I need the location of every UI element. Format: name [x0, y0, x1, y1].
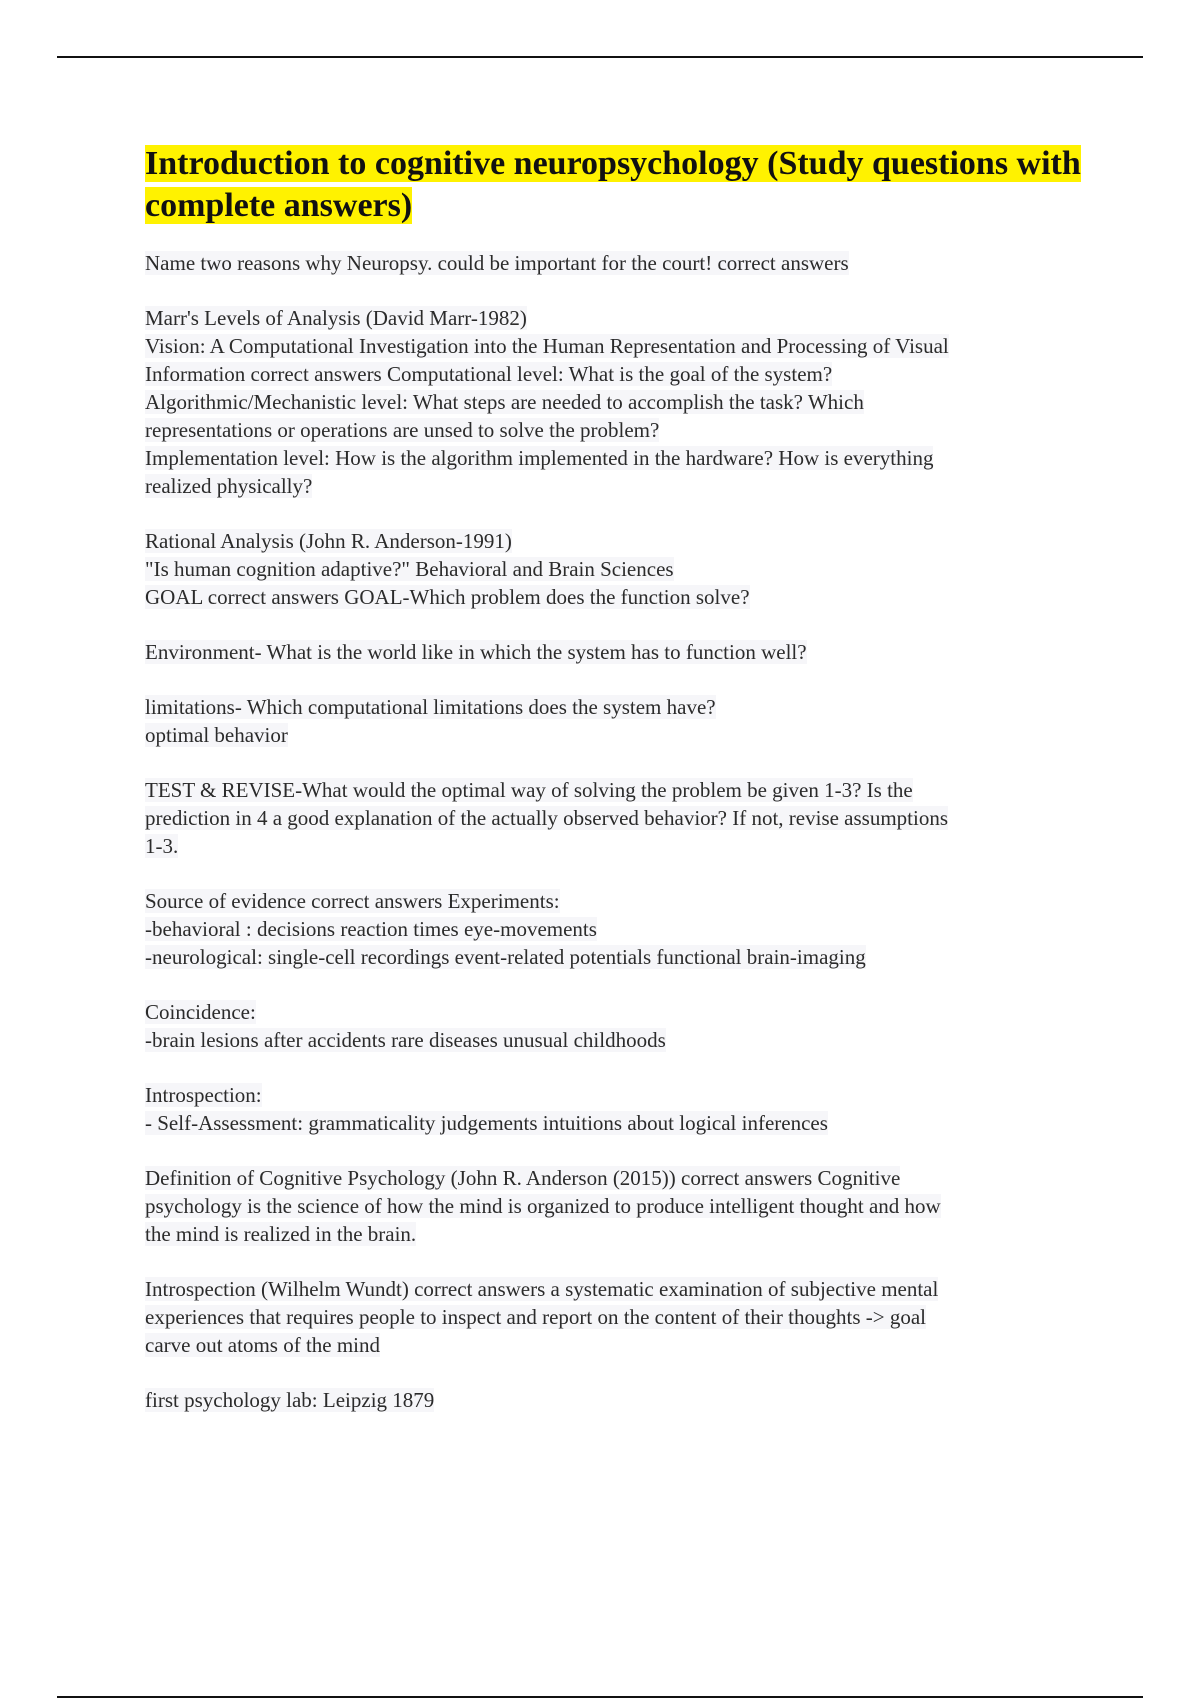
text-line	[145, 416, 1085, 444]
text-line-content: Information correct answers Computational level: What is the goal of the system?	[145, 362, 833, 386]
text-line	[145, 1109, 1085, 1137]
text-line	[145, 693, 1085, 721]
text-line	[145, 998, 1085, 1026]
question-block	[145, 887, 1085, 971]
text-line	[145, 332, 1085, 360]
study-questions	[145, 249, 1085, 1414]
text-line-content: GOAL correct answers GOAL-Which problem does the function solve?	[145, 585, 750, 609]
text-line-content: Name two reasons why Neuropsy. could be important for the court! correct answers	[145, 251, 849, 275]
text-line-content: Definition of Cognitive Psychology (John R. Anderson (2015)) correct answers Cognitive	[145, 1166, 901, 1190]
text-line	[145, 1081, 1085, 1109]
text-line-content: the mind is realized in the brain.	[145, 1222, 417, 1246]
text-line	[145, 1386, 1085, 1414]
text-line-content: Vision: A Computational Investigation into the Human Representation and Processing of Visual	[145, 334, 949, 358]
text-line-content: optimal behavior	[145, 723, 288, 747]
text-line-content: -behavioral : decisions reaction times eye-movements	[145, 917, 597, 941]
text-line	[145, 583, 1085, 611]
text-line-content: realized physically?	[145, 474, 313, 498]
text-line-content: Implementation level: How is the algorithm implemented in the hardware? How is everything	[145, 446, 934, 470]
question-block	[145, 776, 1085, 860]
text-line-content: first psychology lab: Leipzig 1879	[145, 1388, 435, 1412]
text-line-content: 1-3.	[145, 834, 179, 858]
text-line	[145, 444, 1085, 472]
text-line-content: -neurological: single-cell recordings event-related potentials functional brain-imaging	[145, 945, 866, 969]
bottom-rule	[57, 1696, 1143, 1698]
text-line-content: psychology is the science of how the mind is organized to produce intelligent thought and how	[145, 1194, 941, 1218]
text-line	[145, 304, 1085, 332]
document-body	[145, 143, 1085, 1441]
top-rule	[57, 56, 1143, 58]
text-line-content: limitations- Which computational limitations does the system have?	[145, 695, 716, 719]
text-line	[145, 472, 1085, 500]
text-line	[145, 832, 1085, 860]
text-line	[145, 1164, 1085, 1192]
question-block	[145, 998, 1085, 1054]
text-line-content: Source of evidence correct answers Experiments:	[145, 889, 560, 913]
text-line	[145, 1220, 1085, 1248]
text-line	[145, 776, 1085, 804]
text-line	[145, 555, 1085, 583]
question-block	[145, 304, 1085, 500]
text-line	[145, 249, 1085, 277]
text-line	[145, 887, 1085, 915]
question-block	[145, 527, 1085, 611]
text-line-content: Marr's Levels of Analysis (David Marr-1982)	[145, 306, 527, 330]
question-block	[145, 1386, 1085, 1414]
text-line	[145, 1026, 1085, 1054]
text-line	[145, 721, 1085, 749]
text-line-content: Algorithmic/Mechanistic level: What steps are needed to accomplish the task? Which	[145, 390, 864, 414]
question-block	[145, 693, 1085, 749]
text-line	[145, 943, 1085, 971]
text-line	[145, 527, 1085, 555]
text-line-content: "Is human cognition adaptive?" Behavioral and Brain Sciences	[145, 557, 674, 581]
text-line	[145, 804, 1085, 832]
question-block	[145, 249, 1085, 277]
title-highlight: Introduction to cognitive neuropsychology (Study questions with complete answers)	[145, 145, 1081, 224]
text-line-content: representations or operations are unsed to solve the problem?	[145, 418, 660, 442]
text-line-content: TEST & REVISE-What would the optimal way of solving the problem be given 1-3? Is the	[145, 778, 913, 802]
text-line-content: Environment- What is the world like in which the system has to function well?	[145, 640, 807, 664]
text-line-content: Introspection (Wilhelm Wundt) correct answers a systematic examination of subjective mental	[145, 1277, 939, 1301]
text-line-content: carve out atoms of the mind	[145, 1333, 381, 1357]
text-line-content: - Self-Assessment: grammaticality judgements intuitions about logical inferences	[145, 1111, 828, 1135]
question-block	[145, 1164, 1085, 1248]
text-line	[145, 1192, 1085, 1220]
text-line-content: -brain lesions after accidents rare diseases unusual childhoods	[145, 1028, 666, 1052]
text-line	[145, 360, 1085, 388]
document-title	[145, 143, 1085, 227]
text-line	[145, 388, 1085, 416]
text-line-content: experiences that requires people to inspect and report on the content of their thoughts -> goal	[145, 1305, 927, 1329]
text-line	[145, 1331, 1085, 1359]
text-line-content: prediction in 4 a good explanation of the actually observed behavior? If not, revise assumptions	[145, 806, 949, 830]
question-block	[145, 1275, 1085, 1359]
text-line	[145, 1275, 1085, 1303]
text-line-content: Rational Analysis (John R. Anderson-1991)	[145, 529, 512, 553]
text-line	[145, 1303, 1085, 1331]
text-line-content: Introspection:	[145, 1083, 262, 1107]
question-block	[145, 638, 1085, 666]
question-block	[145, 1081, 1085, 1137]
text-line	[145, 638, 1085, 666]
text-line	[145, 915, 1085, 943]
text-line-content: Coincidence:	[145, 1000, 256, 1024]
